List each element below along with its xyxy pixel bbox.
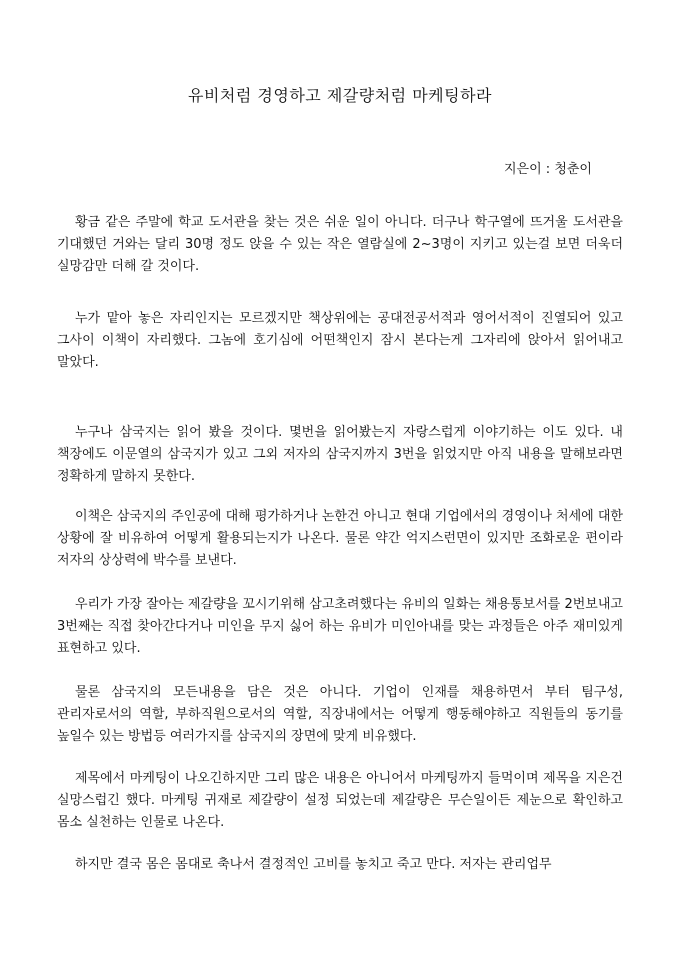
- paragraph: 누구나 삼국지는 읽어 봤을 것이다. 몇번을 읽어봤는지 자랑스럽게 이야기하는 이도 있다. 내 책장에도 이문열의 삼국지가 있고 그외 저자의 삼국지까지 3번을 읽었지만 아직 내용을 말해보라면 정확하게 말하지 못한다.: [57, 425, 623, 484]
- paragraph-block-7: [57, 768, 623, 834]
- paragraph-block-1: [57, 212, 623, 278]
- paragraph: 제목에서 마케팅이 나오긴하지만 그리 많은 내용은 아니어서 마케팅까지 들먹이며 제목을 지은건 실망스럽긴 했다. 마케팅 귀재로 제갈량이 설정 되었는데 제갈량은 무슨일이든 제눈으로 확인하고 몸소 실천하는 인물로 나온다.: [57, 771, 623, 830]
- paragraph: 황금 같은 주말에 학교 도서관을 찾는 것은 쉬운 일이 아니다. 더구나 학구열에 뜨거울 도서관을 기대했던 거와는 달리 30명 정도 앉을 수 있는 작은 열람실에 2~3명이 지키고 있는걸 보면 더욱더 실망감만 더해 갈 것이다.: [57, 215, 623, 274]
- paragraph: 하지만 결국 몸은 몸대로 축나서 결정적인 고비를 놓치고 죽고 만다. 저자는 관리업무: [75, 857, 552, 872]
- paragraph: 우리가 가장 잘아는 제갈량을 꼬시기위해 삼고초려했다는 유비의 일화는 채용통보서를 2번보내고 3번째는 직접 찾아간다거나 미인을 무지 싫어 하는 유비가 미인아내를 맞는 과정들은 아주 재미있게 표현하고 있다.: [57, 597, 623, 656]
- author-line: 지은이 : 청춘이: [504, 162, 592, 177]
- paragraph: 이책은 삼국지의 주인공에 대해 평가하거나 논한건 아니고 현대 기업에서의 경영이나 처세에 대한 상황에 잘 비유하여 어떻게 활용되는지가 나온다. 물론 약간 억지스런면이 있지만 조화로운 편이라 저자의 상상력에 박수를 보낸다.: [57, 509, 623, 568]
- paragraph-block-6: [57, 682, 623, 748]
- paragraph-block-2: [57, 308, 623, 374]
- paragraph: 누가 맡아 놓은 자리인지는 모르겠지만 책상위에는 공대전공서적과 영어서적이 진열되어 있고 그사이 이책이 자리했다. 그놈에 호기심에 어떤책인지 잠시 본다는게 그자리에 앉아서 읽어내고 말았다.: [57, 311, 623, 370]
- paragraph: 물론 삼국지의 모든내용을 담은 것은 아니다. 기업이 인재를 채용하면서 부터 팀구성, 관리자로서의 역할, 부하직원으로서의 역할, 직장내에서는 어떻게 행동해야하고 직원들의 동기를 높일수 있는 방법등 여러가지를 삼국지의 장면에 맞게 비유했다.: [57, 685, 623, 744]
- document-title: 유비처럼 경영하고 제갈량처럼 마케팅하라: [188, 86, 492, 105]
- paragraph-block-8: [57, 854, 623, 876]
- paragraph-block-5: [57, 594, 623, 660]
- paragraph-block-3: [57, 422, 623, 488]
- paragraph-block-4: [57, 506, 623, 572]
